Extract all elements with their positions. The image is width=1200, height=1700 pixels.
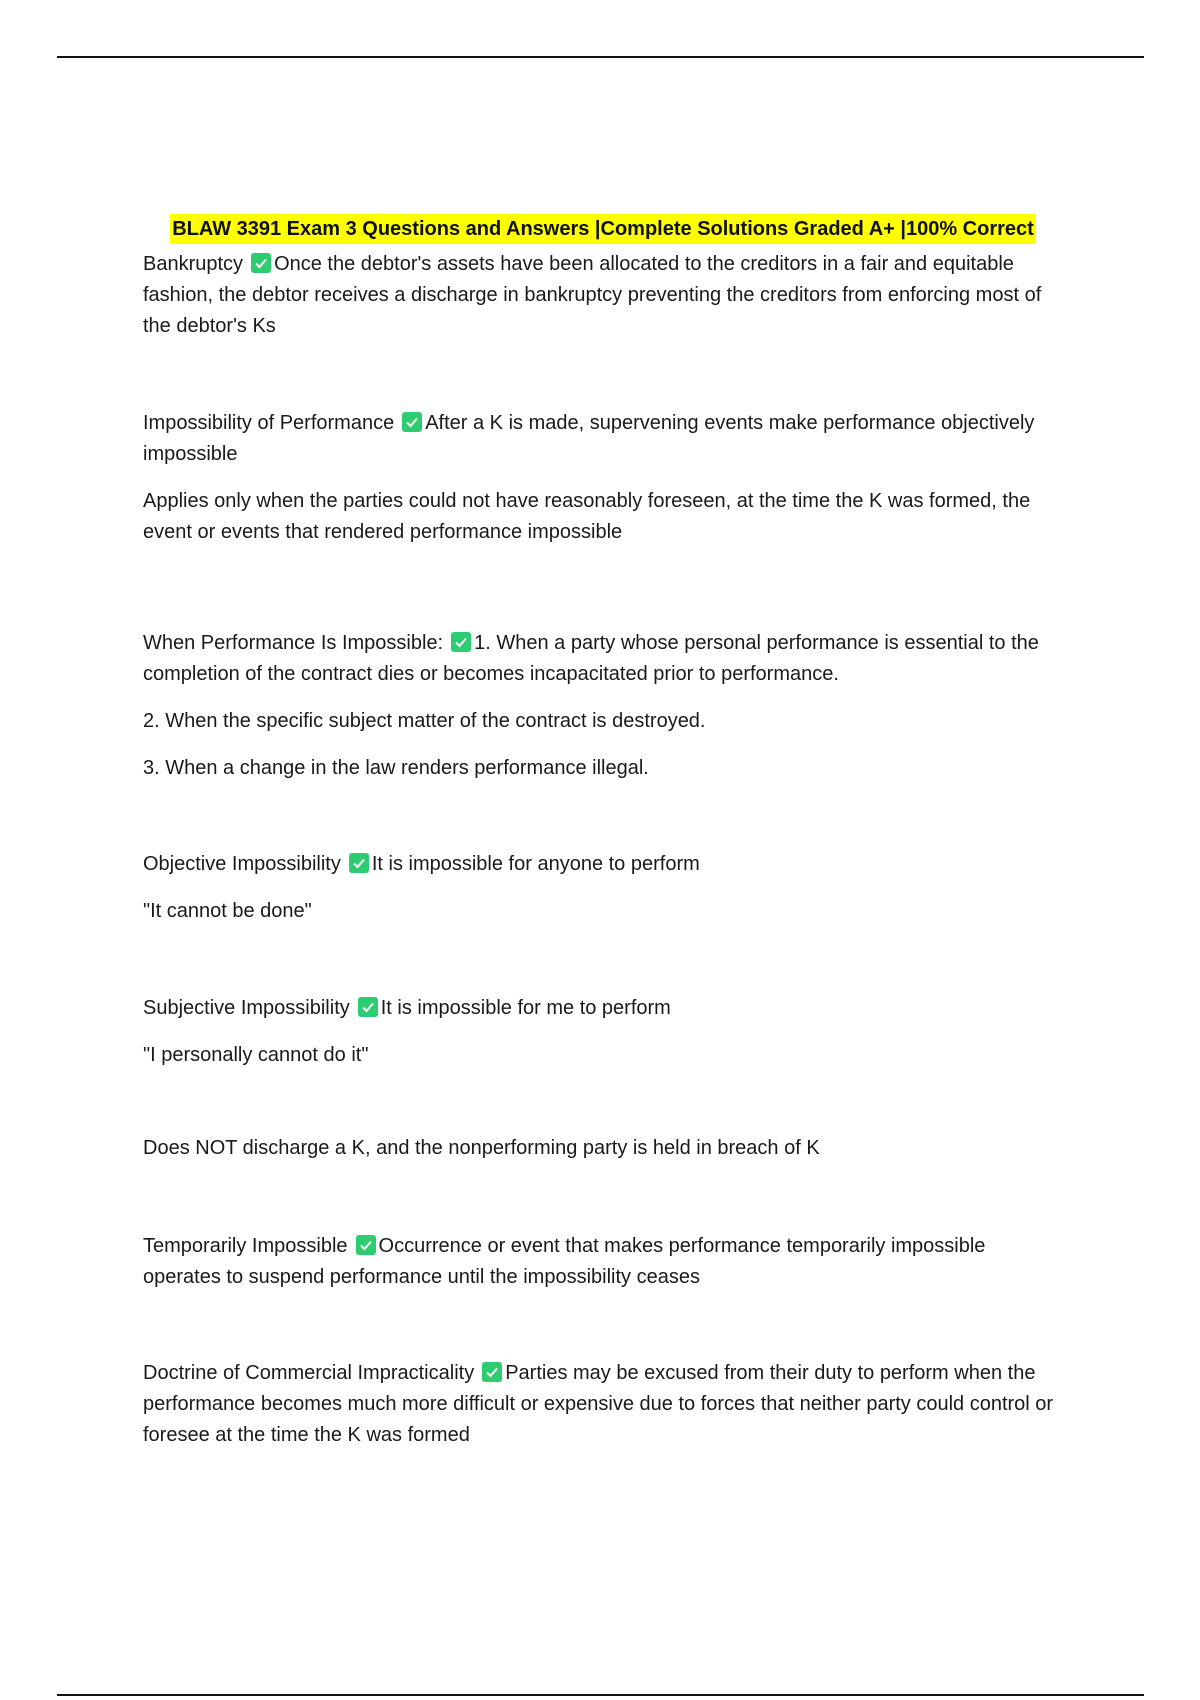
entry-extra-text: 3. When a change in the law renders performance illegal. xyxy=(143,757,649,779)
entry-answer: Once the debtor's assets have been allocated to the creditors in a fair and equitable fashion, the debtor receives a discharge in bankruptcy preventing the creditors from enforcing most of the debtor's Ks xyxy=(143,253,1042,337)
entry-term: When Performance Is Impossible: xyxy=(143,632,444,654)
entry-answer: It is impossible for me to perform xyxy=(380,997,671,1019)
qa-entry-subjective xyxy=(143,993,1063,1024)
entry-term: Subjective Impossibility xyxy=(143,997,350,1019)
entry-extra-text: 2. When the specific subject matter of the contract is destroyed. xyxy=(143,710,706,732)
entry-term: Bankruptcy xyxy=(143,253,244,275)
check-mark-icon xyxy=(482,1362,502,1382)
check-mark-icon xyxy=(358,997,378,1017)
entry-answer: Parties may be excused from their duty to perform when the performance becomes much more difficult or expensive due to forces that neither party could control or foresee at the time the K was formed xyxy=(143,1362,1054,1446)
qa-entry-when-impossible xyxy=(143,628,1063,690)
check-mark-icon xyxy=(402,412,422,432)
qa-entry-impossibility xyxy=(143,408,1063,470)
entry-term: Temporarily Impossible xyxy=(143,1235,348,1257)
qa-entry-temporarily xyxy=(143,1231,1063,1293)
entry-extra-text: "I personally cannot do it" xyxy=(143,1044,369,1066)
qa-entry-bankruptcy xyxy=(143,249,1063,342)
qa-entry-objective xyxy=(143,849,1063,880)
entry-answer: After a K is made, supervening events make performance objectively impossible xyxy=(143,412,1035,465)
check-mark-icon xyxy=(356,1235,376,1255)
entry-answer: Occurrence or event that makes performance temporarily impossible operates to suspend performance until the impossibility ceases xyxy=(143,1235,986,1288)
standalone-note: Does NOT discharge a K, and the nonperforming party is held in breach of K xyxy=(143,1137,820,1159)
entry-term: Doctrine of Commercial Impracticality xyxy=(143,1362,475,1384)
entry-extra-text: "It cannot be done" xyxy=(143,900,312,922)
check-mark-icon xyxy=(451,632,471,652)
top-rule xyxy=(57,56,1144,58)
entry-answer: 1. When a party whose personal performance is essential to the completion of the contract dies or becomes incapacitated prior to performance. xyxy=(143,632,1039,685)
bottom-rule xyxy=(57,1694,1144,1696)
qa-entry-commercial-impracticality xyxy=(143,1358,1063,1451)
title-block xyxy=(143,214,1063,244)
entry-term: Objective Impossibility xyxy=(143,853,341,875)
entry-answer: It is impossible for anyone to perform xyxy=(371,853,700,875)
check-mark-icon xyxy=(251,253,271,273)
entry-term: Impossibility of Performance xyxy=(143,412,395,434)
check-mark-icon xyxy=(349,853,369,873)
entry-extra-text: Applies only when the parties could not have reasonably foreseen, at the time the K was formed, the event or events that rendered performance impossible xyxy=(143,490,1031,543)
document-title: BLAW 3391 Exam 3 Questions and Answers |Complete Solutions Graded A+ |100% Correct xyxy=(170,214,1036,244)
